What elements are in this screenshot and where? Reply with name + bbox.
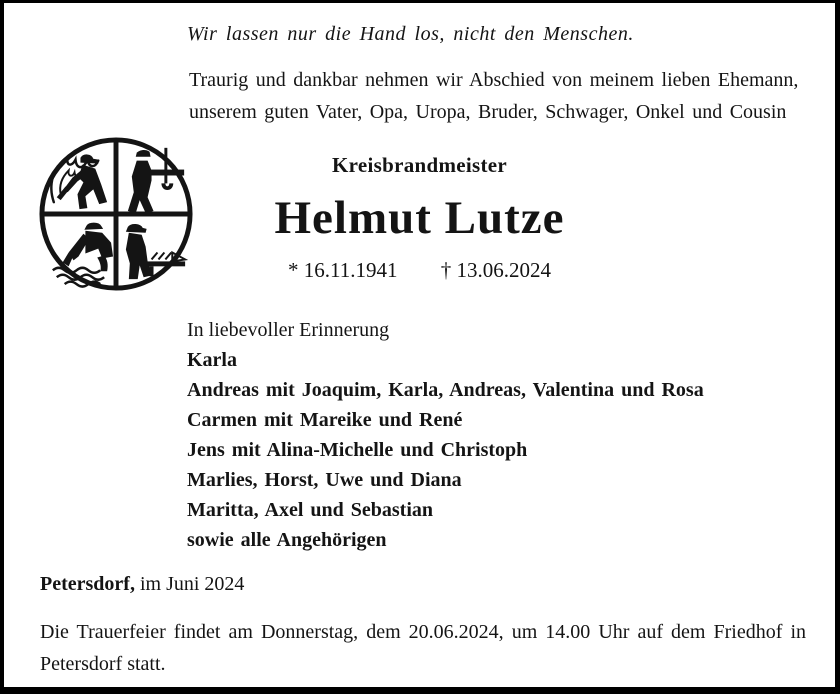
mourner-line: sowie alle Angehörigen bbox=[187, 529, 387, 551]
mourner-line: Karla bbox=[187, 349, 237, 371]
birth-date: * 16.11.1941 bbox=[288, 258, 398, 282]
death-date: † 13.06.2024 bbox=[440, 258, 551, 282]
mourner-line: Carmen mit Mareike und René bbox=[187, 409, 463, 431]
intro-line: Traurig und dankbar nehmen wir Abschied von meinem lieben Ehemann, bbox=[189, 69, 799, 91]
deceased-name: Helmut Lutze bbox=[274, 192, 565, 244]
deceased-rank: Kreisbrandmeister bbox=[331, 153, 508, 177]
life-dates bbox=[4, 258, 835, 282]
intro-paragraph bbox=[189, 64, 798, 128]
funeral-line: Die Trauerfeier findet am Donnerstag, dem 20.06.2024, um 14.00 Uhr auf dem Friedhof in bbox=[40, 621, 806, 643]
funeral-line: Petersdorf statt. bbox=[40, 653, 166, 675]
place-and-date bbox=[40, 573, 244, 596]
mourner-line: Maritta, Axel und Sebastian bbox=[187, 499, 434, 521]
memorial-intro: In liebevoller Erinnerung bbox=[187, 319, 390, 341]
mourner-line: Andreas mit Joaquim, Karla, Andreas, Valentina und Rosa bbox=[187, 379, 704, 401]
memorial-section bbox=[187, 315, 704, 555]
place-name: Petersdorf, bbox=[40, 573, 135, 595]
motto-quote: Wir lassen nur die Hand los, nicht den Menschen. bbox=[187, 23, 634, 45]
mourner-line: Jens mit Alina-Michelle und Christoph bbox=[187, 439, 528, 461]
funeral-info bbox=[40, 616, 806, 680]
title-block bbox=[4, 152, 835, 282]
notice-date: im Juni 2024 bbox=[134, 573, 245, 595]
intro-line: unserem guten Vater, Opa, Uropa, Bruder, Schwager, Onkel und Cousin bbox=[189, 101, 787, 123]
mourner-line: Marlies, Horst, Uwe und Diana bbox=[187, 469, 462, 491]
